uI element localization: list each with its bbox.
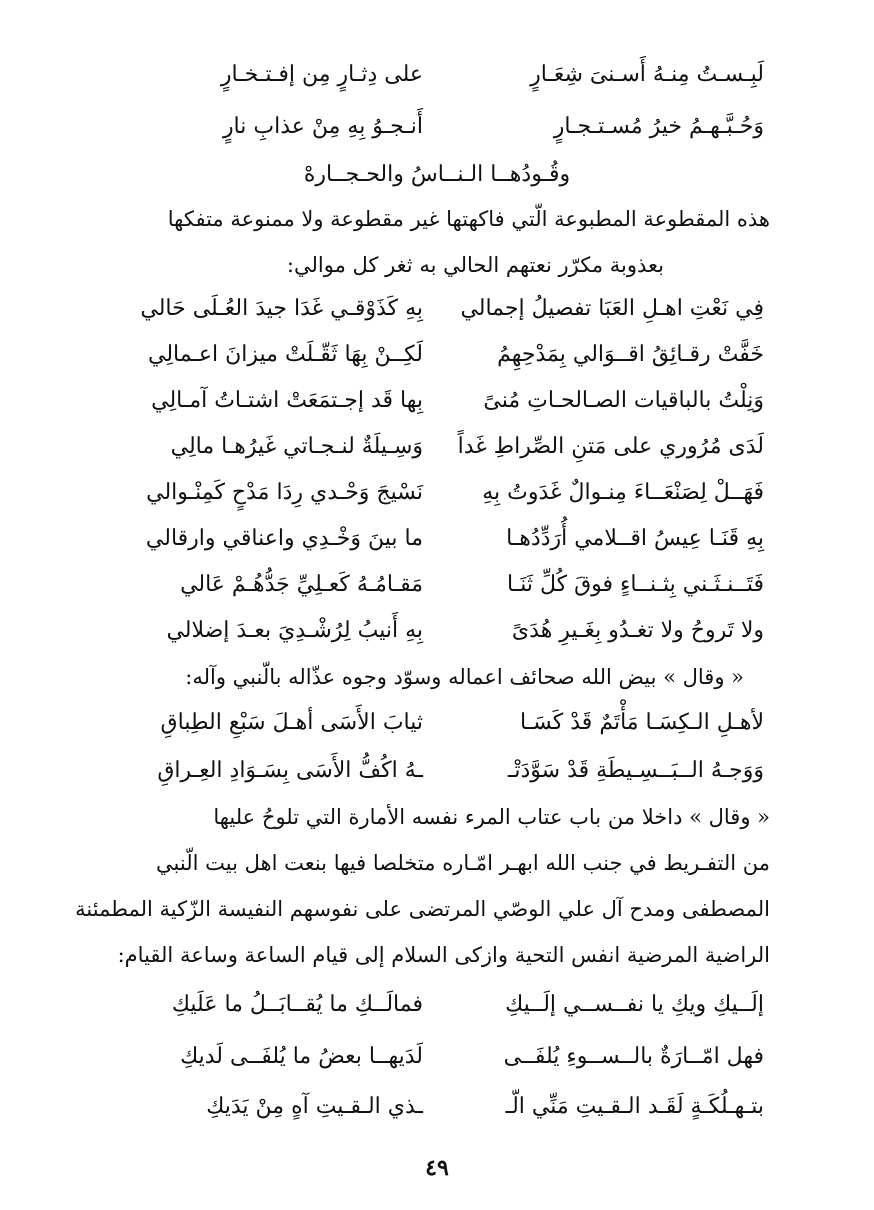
verse-left: وَسِـيلَةٌ لنـجـاتي غَيرُهـا مالِي	[170, 434, 423, 459]
prose-line: الراضية المرضية انفس التحية وازكى السلام إلى قيام الساعة وساعة القيام:	[117, 943, 770, 967]
verse-left-1: على دِثـارٍ مِن إفـتـخـارٍ	[220, 62, 423, 87]
verse-right: بتـهـلُكَـةٍ لَقَـد الـقـيتِ مَنِّي الّـ	[505, 1094, 764, 1119]
verse-right: لأهـلِ الـكِسَـا مَأْتَمٌ قَدْ كَسَـا	[520, 710, 764, 735]
verse-right: لَدَى مُرُوري على مَتنِ الصِّراطِ غَداً	[457, 434, 764, 459]
verse-left-2: أَنـجـوُ بِهِ مِنْ عذابِ نارٍ	[222, 114, 423, 139]
verse-right: فَهَــلْ لِصَنْعَــاءَ مِنـوالٌ غَدَوتُ بِهِ	[482, 480, 764, 505]
verse-left: ما بينَ وَخْـدِي واعناقي وارقالي	[145, 526, 423, 551]
verse-left: بِها قَد إجـتمَعَتْ اشتـاتُ آمـالِي	[151, 388, 423, 413]
verse-right: وَنِلْتُ بالباقيات الصـالحـاتِ مُنىً	[483, 388, 764, 413]
verse-left: نَسْيجَ وَحْـدي رِدَا مَدْحٍ كَمِنْـوالي	[146, 480, 423, 505]
prose-line: المصطفى ومدح آل علي الوصّي المرتضى على نفوسهم النفيسة الزّكية المطمئنة	[75, 897, 770, 921]
verse-left: ثيابَ الأَسَى أهـلَ سَبْعِ الطِباقِ	[160, 710, 423, 735]
verse-left: لَدَيهــا بعضُ ما يُلفَــى لَديكِ	[180, 1044, 423, 1069]
verse-left: لَكِــنْ بِهَا ثَقّـلَتْ ميزانَ اعـمالِي	[148, 342, 423, 367]
verse-left: ـذي الـقـيتِ آهٍ مِنْ يَدَيكِ	[206, 1094, 423, 1119]
verse-left: ـهُ اكُفُّ الأَسَى بِسَـوَادِ العِـراقِ	[157, 758, 423, 783]
verse-right: إلَــيكِ ويكِ يا نفــســي إلَــيكِ	[505, 992, 764, 1017]
page-number: ٤٩	[425, 1155, 449, 1181]
verse-right: فَتَــنـثَـني بِثـنــاءٍ فوقَ كُلِّ ثَنَـا	[507, 572, 764, 597]
verse-right: فهل امّــارَةٌ بالــســوءِ يُلفَــى	[503, 1044, 764, 1069]
center-verse: وقُـودُهــا الـنــاسُ والحـجــارهْ	[303, 162, 571, 187]
verse-left: بِهِ أَنيبُ لِرُشْـدِيَ بعـدَ إضلالي	[166, 618, 423, 643]
verse-right-2: وَحُـبَّـهـمُ خيرُ مُسـتـجـارٍ	[553, 114, 764, 139]
verse-right: ولا تَروحُ ولا تغـدُو بِغَـيرِ هُدَىً	[511, 618, 764, 643]
verse-left: بِهِ كَذَوْقـي غَدَا جيدَ العُـلَى حَالي	[140, 296, 423, 321]
verse-right: خَفَّتْ رقـائِقُ اقــوَالي بِمَدْحِهِمُ	[497, 342, 764, 367]
verse-right-1: لَبِـسـتُ مِنـهُ أَسـنىَ شِعَـارٍ	[530, 62, 764, 87]
verse-left: فمالَــكِ ما يُقــابَــلُ ما عَلَيكِ	[171, 992, 423, 1017]
verse-right: فِي نَعْتِ اهـلِ العَبَا تفصيلُ إجمالي	[460, 296, 764, 321]
section-intro: « وقال » بيض الله صحائف اعماله وسوّد وجوه عذّاله بالّنبي وآله:	[185, 665, 744, 689]
verse-right: وَوَجـهُ الــبَــسِـيطَةِ قَدْ سَوَّدَتْـ	[507, 758, 764, 783]
verse-right: بِهِ قَنَـا عِيسُ اقــلامي أُرَدِّدُهـا	[506, 526, 764, 551]
prose-line: « وقال » داخلا من باب عتاب المرء نفسه الأمارة التي تلوحُ عليها	[213, 805, 770, 829]
prose-line-2: بعذوبة مكرّر نعتهم الحالي به ثغر كل موالي:	[286, 253, 664, 277]
prose-line-1: هذه المقطوعة المطبوعة الّتي فاكهتها غير مقطوعة ولا ممنوعة متفكها	[167, 207, 770, 231]
prose-line: من التفـريط في جنب الله ابهـر امّـاره متخلصا فيها بنعت اهل بيت الّنبي	[156, 851, 770, 875]
verse-left: مَقـامُـهُ كَعـلِيِّ جَدُّهُـمْ عَالي	[180, 572, 423, 597]
